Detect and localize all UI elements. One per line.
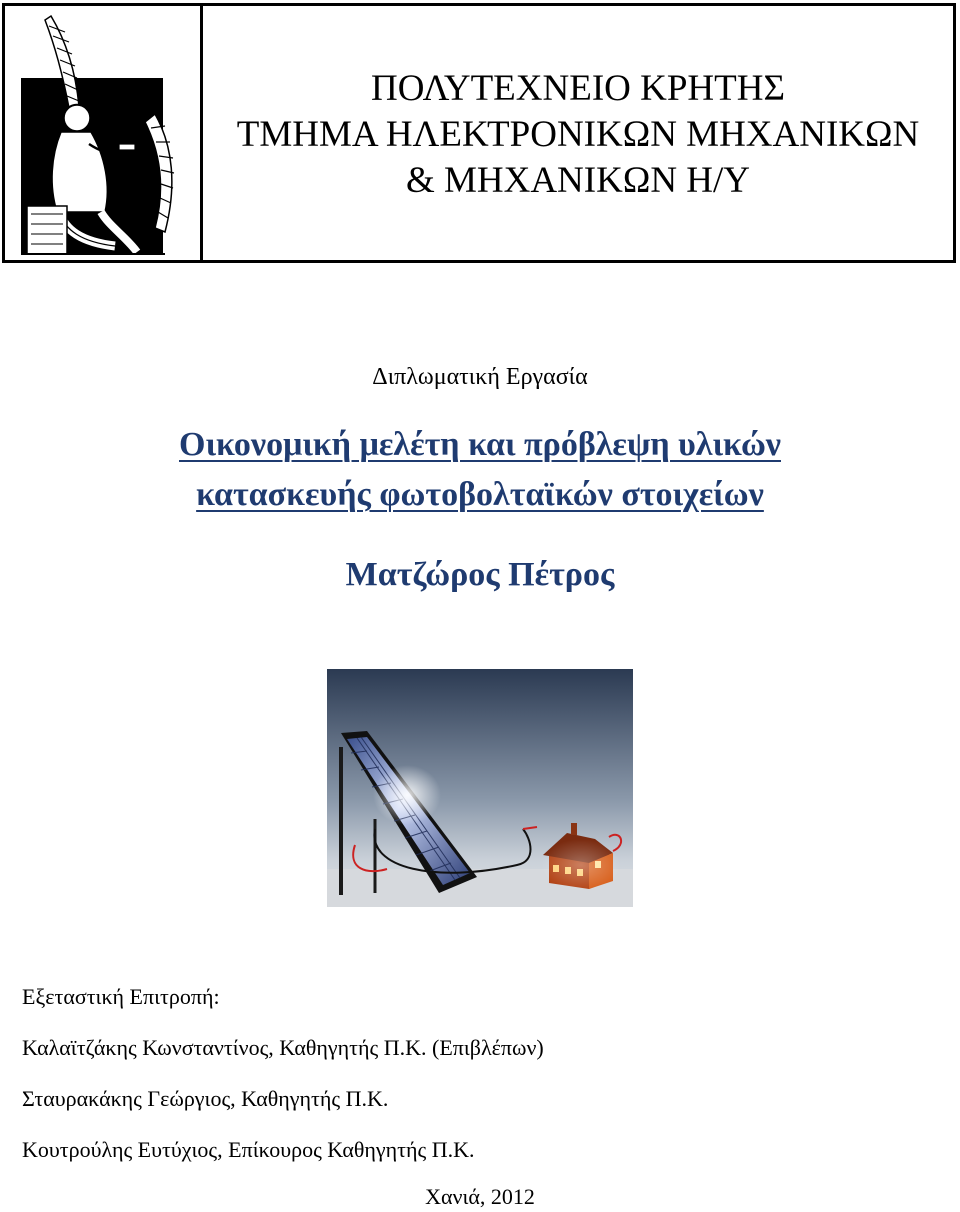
place-and-date: Χανιά, 2012 xyxy=(425,1184,535,1209)
title-header-box xyxy=(2,3,956,263)
institution-block xyxy=(203,6,953,260)
university-logo-winged-figure-icon xyxy=(5,6,200,260)
committee-member: Καλαϊτζάκης Κωνσταντίνος, Καθηγητής Π.Κ. (Επιβλέπων) xyxy=(22,1035,544,1060)
committee-member: Σταυρακάκης Γεώργιος, Καθηγητής Π.Κ. xyxy=(22,1086,389,1111)
department-name-line-1: ΤΜΗΜΑ ΗΛΕΚΤΡΟΝΙΚΩΝ ΜΗΧΑΝΙΚΩΝ xyxy=(236,114,920,155)
solar-panel-and-house-photo xyxy=(327,669,633,907)
thesis-title-line-1: Οικονομική μελέτη και πρόβλεψη υλικών xyxy=(179,426,781,463)
author-name: Ματζώρος Πέτρος xyxy=(345,556,615,593)
examination-committee xyxy=(22,983,544,1187)
thesis-title-line-2: κατασκευής φωτοβολταϊκών στοιχείων xyxy=(196,476,764,513)
department-name-line-2: & ΜΗΧΑΝΙΚΩΝ Η/Υ xyxy=(405,160,751,201)
thesis-title xyxy=(0,420,960,520)
thesis-type: Διπλωματική Εργασία xyxy=(372,364,588,390)
university-logo xyxy=(5,6,203,260)
committee-heading: Εξεταστική Επιτροπή: xyxy=(22,984,220,1009)
solar-panel-illustration xyxy=(327,669,633,907)
institution-name: ΠΟΛΥΤΕΧΝΕΙΟ ΚΡΗΤΗΣ xyxy=(370,68,785,109)
committee-member: Κουτρούλης Ευτύχιος, Επίκουρος Καθηγητής Π.Κ. xyxy=(22,1137,475,1162)
